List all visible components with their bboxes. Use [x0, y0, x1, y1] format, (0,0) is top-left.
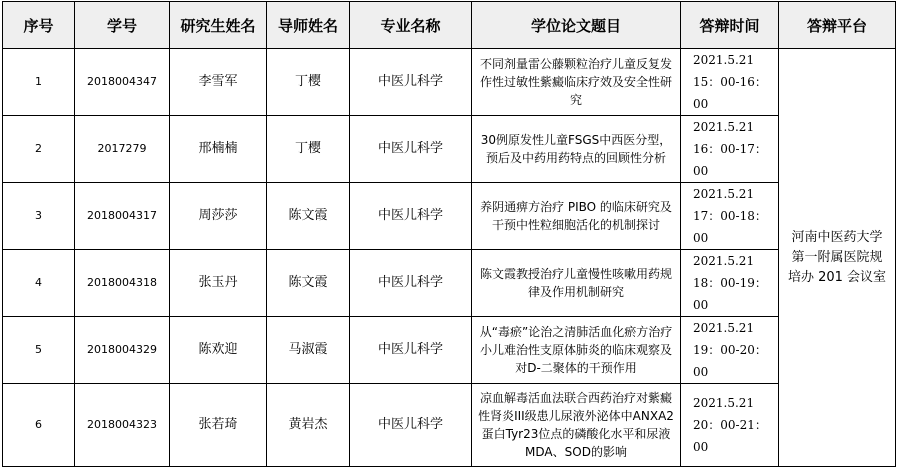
row-no: 1 — [3, 49, 75, 116]
header-no: 序号 — [3, 2, 75, 49]
header-defense-venue: 答辩平台 — [779, 2, 896, 49]
row-advisor: 丁樱 — [267, 116, 350, 183]
table-row — [3, 250, 896, 317]
row-thesis-title: 30例原发性儿童FSGS中西医分型，预后及中药用药特点的回顾性分析 — [472, 116, 681, 183]
row-time: 16：00-17：00 — [693, 142, 767, 178]
row-date: 2021.5.21 — [693, 120, 755, 134]
row-thesis-title: 养阴通痹方治疗 PIBO 的临床研究及干预中性粒细胞活化的机制探讨 — [472, 183, 681, 250]
row-no: 2 — [3, 116, 75, 183]
row-major: 中医儿科学 — [350, 317, 472, 384]
row-date: 2021.5.21 — [693, 396, 755, 410]
header-major: 专业名称 — [350, 2, 472, 49]
row-time: 18：00-19：00 — [693, 276, 767, 312]
row-advisor: 丁樱 — [267, 49, 350, 116]
row-no: 3 — [3, 183, 75, 250]
row-major: 中医儿科学 — [350, 116, 472, 183]
row-date: 2021.5.21 — [693, 187, 755, 201]
row-time: 15：00-16：00 — [693, 75, 767, 111]
row-major: 中医儿科学 — [350, 384, 472, 467]
header-advisor: 导师姓名 — [267, 2, 350, 49]
table-row — [3, 116, 896, 183]
row-major: 中医儿科学 — [350, 250, 472, 317]
row-defense-time — [681, 116, 779, 183]
defense-schedule — [2, 1, 896, 467]
table-row — [3, 317, 896, 384]
header-thesis-title: 学位论文题目 — [472, 2, 681, 49]
row-thesis-title: 从“毒瘀”论治之清肺活血化瘀方治疗小儿难治性支原体肺炎的临床观察及对D-二聚体的干预作用 — [472, 317, 681, 384]
row-student-name: 张玉丹 — [170, 250, 267, 317]
header-defense-time: 答辩时间 — [681, 2, 779, 49]
row-defense-time — [681, 317, 779, 384]
header-student-name: 研究生姓名 — [170, 2, 267, 49]
row-advisor: 黄岩杰 — [267, 384, 350, 467]
row-advisor: 陈文霞 — [267, 250, 350, 317]
row-student-id: 2018004323 — [75, 384, 170, 467]
row-major: 中医儿科学 — [350, 49, 472, 116]
row-defense-time — [681, 384, 779, 467]
row-defense-time — [681, 49, 779, 116]
table-row — [3, 183, 896, 250]
row-student-id: 2018004347 — [75, 49, 170, 116]
row-no: 6 — [3, 384, 75, 467]
row-thesis-title: 不同剂量雷公藤颗粒治疗儿童反复发作性过敏性紫癜临床疗效及安全性研究 — [472, 49, 681, 116]
row-major: 中医儿科学 — [350, 183, 472, 250]
venue-cell: 河南中医药大学第一附属医院规培办 201 会议室 — [779, 49, 896, 467]
row-student-id: 2018004317 — [75, 183, 170, 250]
table-row — [3, 384, 896, 467]
row-date: 2021.5.21 — [693, 254, 755, 268]
row-date: 2021.5.21 — [693, 321, 755, 335]
row-student-name: 周莎莎 — [170, 183, 267, 250]
row-student-id: 2018004318 — [75, 250, 170, 317]
row-time: 17：00-18：00 — [693, 209, 767, 245]
row-student-name: 张若琦 — [170, 384, 267, 467]
row-date: 2021.5.21 — [693, 53, 755, 67]
row-student-id: 2017279 — [75, 116, 170, 183]
row-student-id: 2018004329 — [75, 317, 170, 384]
row-advisor: 陈文霞 — [267, 183, 350, 250]
row-student-name: 李雪军 — [170, 49, 267, 116]
row-thesis-title: 凉血解毒活血法联合西药治疗对紫癜性肾炎III级患儿尿液外泌体中ANXA2蛋白Tyr23位点的磷酸化水平和尿液MDA、SOD的影响 — [472, 384, 681, 467]
row-defense-time — [681, 250, 779, 317]
row-advisor: 马淑霞 — [267, 317, 350, 384]
table-row — [3, 49, 896, 116]
row-defense-time — [681, 183, 779, 250]
defense-schedule-table — [2, 1, 896, 467]
row-student-name: 陈欢迎 — [170, 317, 267, 384]
header-student-id: 学号 — [75, 2, 170, 49]
row-thesis-title: 陈文霞教授治疗儿童慢性咳嗽用药规律及作用机制研究 — [472, 250, 681, 317]
row-no: 5 — [3, 317, 75, 384]
row-time: 19：00-20：00 — [693, 343, 767, 379]
row-student-name: 邢楠楠 — [170, 116, 267, 183]
header-row — [3, 2, 896, 49]
row-no: 4 — [3, 250, 75, 317]
row-time: 20：00-21：00 — [693, 418, 767, 454]
